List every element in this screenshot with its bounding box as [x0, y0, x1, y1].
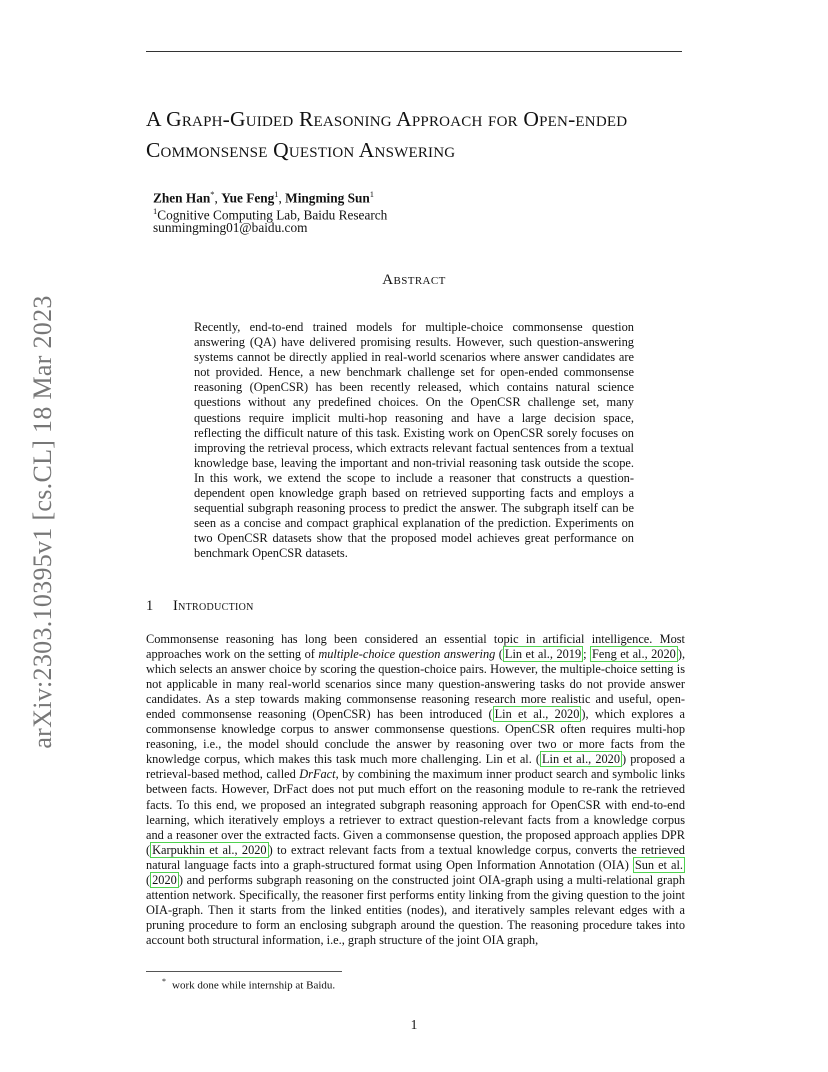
author-email: sunmingming01@baidu.com — [153, 220, 308, 235]
affiliation-marker: 1 — [369, 189, 375, 199]
citation-link[interactable]: Feng et al., 2020 — [592, 647, 676, 662]
arxiv-identifier: arXiv:2303.10395v1 [cs.CL] 18 Mar 2023 — [28, 295, 57, 749]
body-text: ), which explores a commonsense knowledge corpus to answer commonsense questions. OpenCSR often requires multi-hop reasoning, i.e., the model should conclude the answer by reasoning over two or more facts from the knowledge corpus, which makes this task much more challenging. Lin et al. ( — [146, 707, 685, 767]
footnote-text: work done while internship at Baidu. — [172, 979, 336, 992]
citation-link[interactable]: 2020 — [152, 872, 177, 887]
section-title: Introduction — [173, 598, 254, 614]
section-heading — [146, 598, 254, 615]
author-name: Mingming Sun — [285, 190, 370, 206]
body-text: ) and performs subgraph reasoning on the constructed joint OIA-graph using a multi-relational graph attention network. Specifically, the reasoner first performs entity linking from the giving question to the joint OIA-graph. Then it starts from the linked entities (nodes), and iteratively samples relevant edges with a pruning procedure to form an enclosing subgraph around the question. The reasoning procedure takes into account both structural information, i.e., graph structure of the joint OIA graph, — [146, 872, 685, 947]
paper-title: A Graph-Guided Reasoning Approach for Open-ended Commonsense Question Answering — [146, 107, 628, 162]
page-number: 1 — [410, 1017, 418, 1032]
body-text: ( — [146, 872, 151, 887]
emphasis-text: DrFact — [299, 767, 336, 782]
author-name: Zhen Han — [153, 190, 211, 206]
body-text: , by combining the maximum inner product search and symbolic links between facts. However, DrFact does not put much effort on the reasoning module to re-rank the retrieved facts. To this end, we proposed an integrated subgraph reasoning approach for OpenCSR with end-to-end learning, which iteratively employs a retriever to extract question-relevant facts from a knowledge corpus and a reasoner over the extracted facts. Given a commonsense question, the proposed approach applies DPR ( — [146, 767, 686, 857]
affiliation-marker: 1 — [153, 206, 158, 216]
affiliation-marker: 1 — [274, 189, 279, 199]
introduction-paragraph — [146, 632, 685, 948]
abstract-heading: Abstract — [382, 272, 446, 288]
footnote-marker: * — [162, 977, 166, 986]
body-text: ), which selects an answer choice by scoring the question-choice pairs. However, the multiple-choice setting is not applicable in many real-world scenarios since many question-answering tasks do not provide answer candidates. As a step towards making commonsense reasoning research more realistic and useful, open-ended commonsense reasoning (OpenCSR) has been introduced ( — [146, 647, 686, 722]
body-text: ) proposed a retrieval-based method, called — [146, 752, 686, 782]
footnote-rule — [146, 971, 342, 972]
citation-link[interactable]: Lin et al., 2019 — [504, 647, 582, 662]
citation-link[interactable]: Lin et al., 2020 — [494, 707, 580, 722]
emphasis-text: multiple-choice question answering — [318, 647, 496, 662]
footnote-marker: * — [210, 189, 215, 199]
body-text: ( — [495, 647, 503, 662]
citation-link[interactable]: Karpukhin et al., 2020 — [152, 842, 267, 857]
top-rule — [146, 51, 682, 52]
affiliation-text: Cognitive Computing Lab, Baidu Research — [157, 207, 388, 223]
footnote — [162, 977, 335, 992]
citation-link[interactable]: Lin et al., 2020 — [542, 752, 621, 767]
citation-link[interactable]: Sun et al. — [634, 857, 683, 872]
abstract-body: Recently, end-to-end trained models for multiple-choice commonsense question answering (QA) have delivered promising results. However, such question-answering systems cannot be directly applied in real-world scenarios where answer candidates are not provided. Hence, a new benchmark challenge set for open-ended commonsense reasoning (OpenCSR) has been recently released, which contains natural science questions without any predefined choices. On the OpenCSR challenge set, many questions require implicit multi-hop reasoning and have a large decision space, reflecting the difficult nature of this task. Existing work on OpenCSR sorely focuses on improving the retrieval process, which extracts relevant factual sentences from a textual knowledge base, leaving the important and non-trivial reasoning task outside the scope. In this work, we extend the scope to include a reasoner that constructs a question-dependent open knowledge graph based on retrieved supporting facts and employs a sequential subgraph reasoning process to predict the answer. The subgraph itself can be seen as a concise and compact graphical explanation of the prediction. Experiments on two OpenCSR datasets show that the proposed model achieves great performance on benchmark OpenCSR datasets. — [194, 320, 634, 561]
author-name: Yue Feng — [221, 190, 275, 206]
body-text: ) to extract relevant facts from a textual knowledge corpus, converts the retrieved natural language facts into a graph-structured format using Open Information Annotation (OIA) — [146, 842, 685, 872]
author-list: Zhen Han*, Yue Feng$^1$, Mingming Sun$^1$ — [153, 189, 375, 206]
body-text: Commonsense reasoning has long been considered an essential topic in artificial intelligence. Most approaches work on the setting of — [146, 632, 685, 662]
body-text: ; — [583, 647, 591, 662]
section-number: 1 — [146, 598, 154, 614]
